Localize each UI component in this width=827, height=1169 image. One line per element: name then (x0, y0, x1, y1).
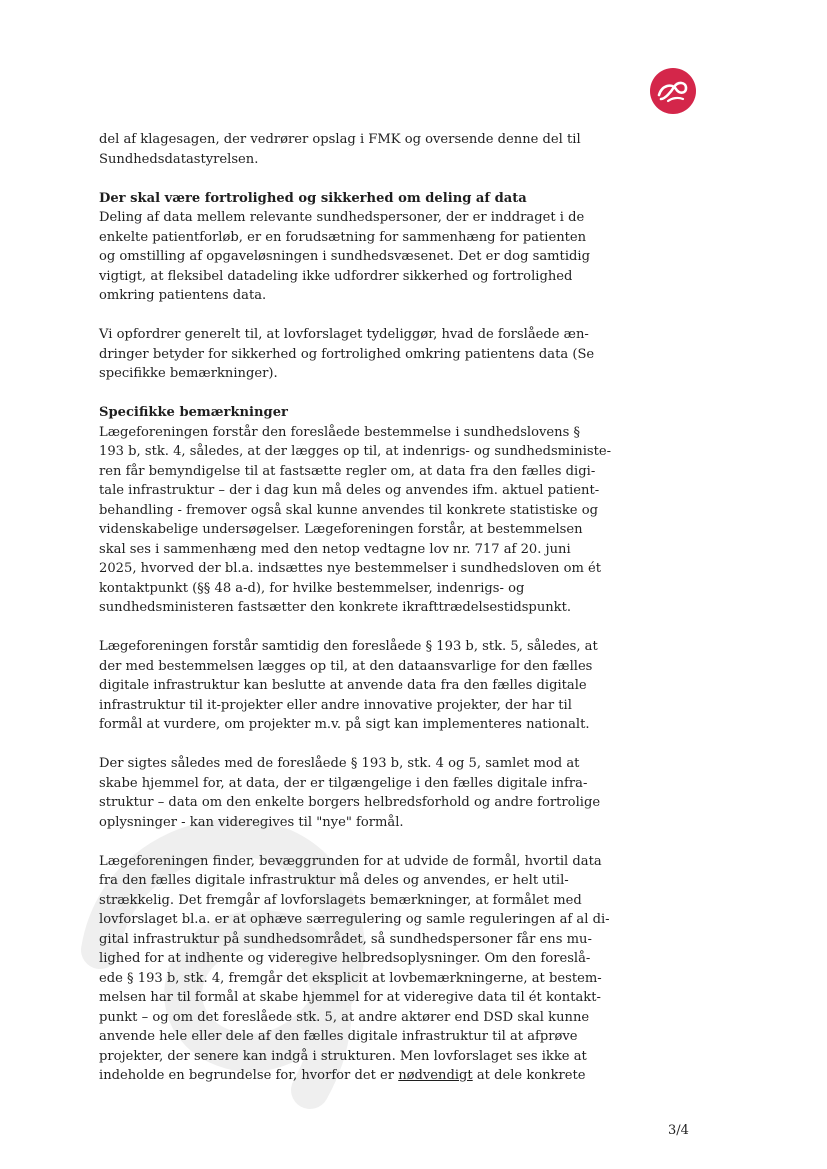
text-line: der med bestemmelsen lægges op til, at den dataansvarlige for den fælles (99, 658, 593, 674)
text-line: del af klagesagen, der vedrører opslag i FMK og oversende denne del til (99, 132, 581, 147)
logo-mark-icon (650, 68, 696, 114)
text-line: lighed for at indhente og videregive helbredsoplysninger. Om den foreslå- (99, 951, 591, 966)
text-line: Lægeforeningen finder, bevæggrunden for at udvide de formål, hvortil data (99, 853, 602, 869)
text-line: enkelte patientforløb, er en forudsætning for sammenhæng for patienten (99, 229, 587, 245)
text-line: kontaktpunkt (§§ 48 a-d), for hvilke bestemmelser, indenrigs- og (99, 580, 525, 596)
section-heading: Specifikke bemærkninger (99, 405, 288, 420)
text-line: dringer betyder for sikkerhed og fortrolighed omkring patientens data (Se (99, 346, 595, 362)
underlined-word: nødvendigt (398, 1068, 473, 1083)
text-line: 193 b, stk. 4, således, at der lægges op til, at indenrigs- og sundhedsministe- (99, 444, 612, 459)
text-line: strækkelig. Det fremgår af lovforslagets bemærkninger, at formålet med (99, 892, 582, 908)
text-line: struktur – data om den enkelte borgers helbredsforhold og andre fortrolige (99, 795, 601, 810)
section-heading: Der skal være fortrolighed og sikkerhed om deling af data (99, 190, 527, 206)
text-line: gital infrastruktur på sundhedsområdet, så sundhedspersoner får ens mu- (99, 931, 592, 947)
text-line: infrastruktur til it-projekter eller andre innovative projekter, der har til (99, 697, 572, 713)
text-line: melsen har til formål at skabe hjemmel for at videregive data til ét kontakt- (99, 990, 601, 1005)
text-line: skabe hjemmel for, at data, der er tilgængelige i den fælles digitale infra- (99, 775, 588, 791)
text-line: behandling - fremover også skal kunne anvendes til konkrete statistiske og (99, 502, 598, 518)
paragraph (99, 208, 590, 306)
text-line: Deling af data mellem relevante sundhedspersoner, der er inddraget i de (99, 210, 585, 225)
paragraph (99, 637, 598, 735)
text-line: videnskabelige undersøgelser. Lægeforeningen forstår, at bestemmelsen (99, 522, 583, 537)
text-line: digitale infrastruktur kan beslutte at anvende data fra den fælles digitale (99, 678, 587, 693)
text-line: og omstilling af opgaveløsningen i sundhedsvæsenet. Det er dog samtidig (99, 249, 590, 264)
organization-logo (650, 68, 696, 114)
paragraph (99, 852, 610, 1086)
text-line: fra den fælles digitale infrastruktur må deles og anvendes, er helt util- (99, 873, 569, 888)
text-line: projekter, der senere kan indgå i strukturen. Men lovforslaget ses ikke at (99, 1048, 587, 1064)
paragraph (99, 325, 595, 384)
text-line: ren får bemyndigelse til at fastsætte regler om, at data fra den fælles digi- (99, 463, 596, 479)
section-specific-remarks (99, 403, 612, 1086)
paragraph (99, 423, 612, 618)
text-line: ede § 193 b, stk. 4, fremgår det eksplicit at lovbemærkningerne, at bestem- (99, 970, 602, 986)
text-line: sundhedsministeren fastsætter den konkrete ikrafttrædelsestidspunkt. (99, 600, 572, 615)
text-line: anvende hele eller dele af den fælles digitale infrastruktur til at afprøve (99, 1029, 578, 1044)
text-line: specifikke bemærkninger). (99, 366, 278, 381)
text-line: omkring patientens data. (99, 288, 267, 303)
text-segment: indeholde en begrundelse for, hvorfor det er (99, 1068, 399, 1083)
text-line: oplysninger - kan videregives til "nye" formål. (99, 814, 404, 830)
text-line: vigtigt, at fleksibel datadeling ikke udfordrer sikkerhed og fortrolighed (99, 268, 573, 284)
text-line: Vi opfordrer generelt til, at lovforslaget tydeliggør, hvad de forslåede æn- (99, 327, 589, 342)
section-confidentiality (99, 189, 595, 384)
text-line-last (99, 1066, 586, 1086)
intro-paragraph (99, 130, 581, 169)
text-line: Sundhedsdatastyrelsen. (99, 151, 259, 167)
document-body (99, 130, 612, 1086)
paragraph (99, 754, 601, 832)
text-line: Der sigtes således med de foreslåede § 193 b, stk. 4 og 5, samlet mod at (99, 756, 580, 771)
text-segment: at dele konkrete (472, 1068, 586, 1083)
text-line: Lægeforeningen forstår den foreslåede bestemmelse i sundhedslovens § (99, 424, 581, 440)
text-line: skal ses i sammenhæng med den netop vedtagne lov nr. 717 af 20. juni (99, 541, 571, 557)
text-line: 2025, hvorved der bl.a. indsættes nye bestemmelser i sundhedsloven om ét (99, 561, 602, 576)
page-number: 3/4 (668, 1123, 689, 1138)
text-line: lovforslaget bl.a. er at ophæve særregulering og samle reguleringen af al di- (99, 912, 610, 927)
text-line: punkt – og om det foreslåede stk. 5, at andre aktører end DSD skal kunne (99, 1009, 590, 1025)
text-line: formål at vurdere, om projekter m.v. på sigt kan implementeres nationalt. (99, 717, 590, 732)
text-line: tale infrastruktur – der i dag kun må deles og anvendes ifm. aktuel patient- (99, 483, 600, 498)
text-line: Lægeforeningen forstår samtidig den foreslåede § 193 b, stk. 5, således, at (99, 639, 598, 654)
